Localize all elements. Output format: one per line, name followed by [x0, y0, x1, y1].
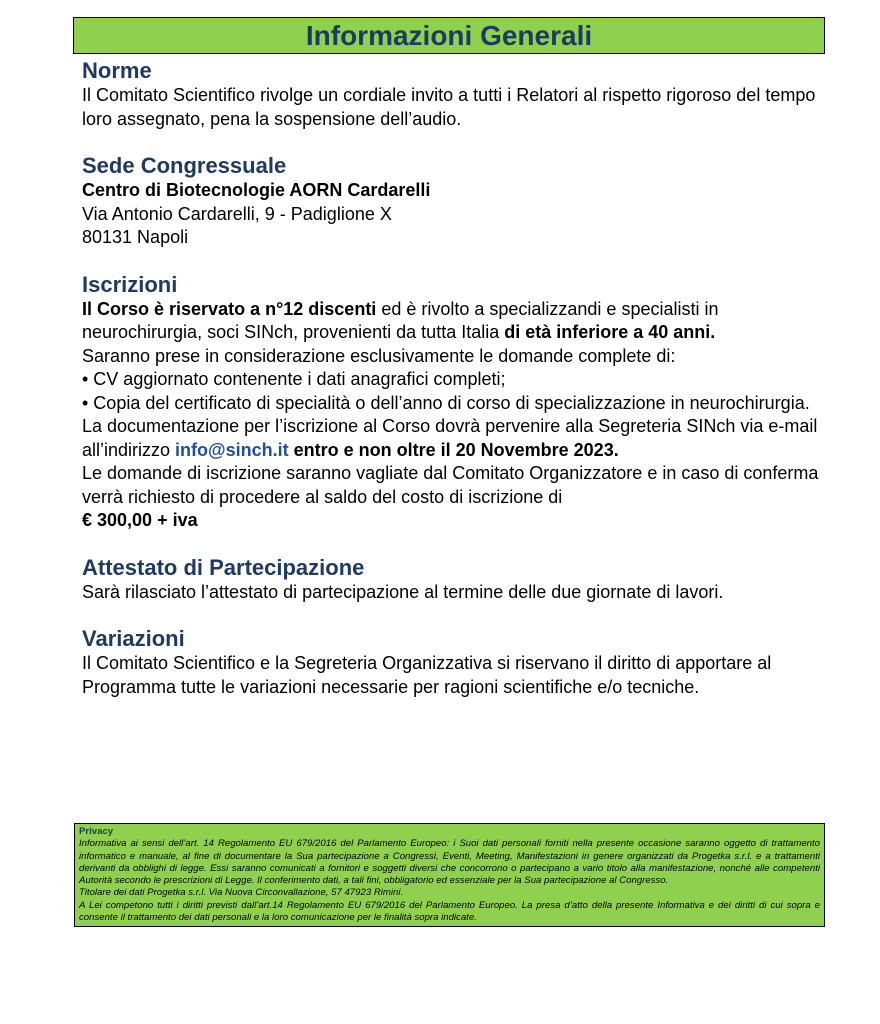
privacy-title: Privacy	[79, 826, 114, 837]
main-content	[82, 58, 822, 721]
privacy-paragraph-1: Informativa ai sensi dell’art. 14 Regolamento EU 679/2016 del Parlamento Europeo: i Suoi dati personali forniti nella presente occasione saranno oggetto di trattamento informatico e manuale, al fine di documentare la Sua partecipazione a Congressi, Eventi, Meeting, Manifestazioni in genere organizzati da Progetka s.r.l. e a trattamenti derivanti da obblighi di legge. Essi saranno comunicati a fornitori e soggetti diversi che concorrono o partecipano a vario titolo alla manifestazione, nonché alle competenti Autorità secondo le prescrizioni di Legge. Il conferimento dati, a tali fini, obbligatorio ed essenziale per la Sua partecipazione al Congresso.	[79, 838, 820, 887]
iscrizioni-bold-age: di età inferiore a 40 anni.	[504, 322, 716, 342]
privacy-paragraph-2: Titolare dei dati Progetka s.r.l. Via Nuova Circonvallazione, 57 47923 Rimini.	[79, 887, 404, 899]
page-title: Informazioni Generali	[73, 17, 825, 54]
venue-address-line1: Via Antonio Cardarelli, 9 - Padiglione X	[82, 203, 392, 224]
section-attestato	[82, 555, 822, 605]
variazioni-text: Il Comitato Scientifico e la Segreteria Organizzativa si riservano il diritto di apportare al Programma tutte le variazioni necessarie per ragioni scientifiche e/o tecniche.	[82, 653, 772, 697]
privacy-paragraph-3: A Lei competono tutti i diritti previsti dall’art.14 Regolamento EU 679/2016 del Parlamento Europeo. La presa d’atto della presente Informativa e dei diritti di cui sopra e consente il trattamento dei dati personali e la loro comunicazione per le finalità sopra indicate.	[79, 899, 820, 924]
venue-name: Centro di Biotecnologie AORN Cardarelli	[82, 180, 431, 200]
section-norme	[82, 58, 822, 131]
iscrizioni-deadline: entro e non oltre il 20 Novembre 2023.	[288, 439, 619, 460]
iscrizioni-paragraph-3	[82, 415, 822, 462]
section-title-attestato: Attestato di Partecipazione	[82, 554, 365, 580]
privacy-box	[74, 823, 825, 927]
iscrizioni-paragraph-1	[82, 298, 822, 345]
section-sede	[82, 153, 822, 250]
iscrizioni-paragraph-2: Saranno prese in considerazione esclusivamente le domande complete di:	[82, 345, 676, 366]
section-title-norme: Norme	[82, 58, 152, 83]
iscrizioni-price: € 300,00 + iva	[82, 510, 198, 530]
iscrizioni-bold-participants: Il Corso è riservato a n°12 discenti	[82, 298, 377, 319]
venue-address-line2: 80131 Napoli	[82, 227, 189, 247]
email-link[interactable]: info@sinch.it	[175, 439, 289, 460]
section-title-sede: Sede Congressuale	[82, 153, 287, 178]
section-variazioni	[82, 626, 822, 699]
iscrizioni-bullet-1: • CV aggiornato contenente i dati anagrafici completi;	[82, 369, 506, 389]
attestato-text: Sarà rilasciato l’attestato di partecipazione al termine delle due giornate di lavori.	[82, 581, 724, 602]
section-title-variazioni: Variazioni	[82, 626, 185, 651]
section-iscrizioni	[82, 272, 822, 533]
iscrizioni-text-target: ed è rivolto a specializzandi e specialisti in neurochirurgia, soci SINch, provenienti da tutta Italia	[82, 298, 719, 342]
iscrizioni-text-doc: La documentazione per l’iscrizione al Corso dovrà pervenire alla Segreteria SINch via e-mail all’indirizzo	[82, 416, 818, 460]
iscrizioni-bullet-2: • Copia del certificato di specialità o dell’anno di corso di specializzazione in neurochirurgia.	[82, 392, 810, 413]
iscrizioni-paragraph-4: Le domande di iscrizione saranno vagliate dal Comitato Organizzatore e in caso di conferma verrà richiesto di procedere al saldo del costo di iscrizione di	[82, 463, 819, 507]
section-title-iscrizioni: Iscrizioni	[82, 271, 178, 297]
norme-text: Il Comitato Scientifico rivolge un cordiale invito a tutti i Relatori al rispetto rigoroso del tempo loro assegnato, pena la sospensione dell’audio.	[82, 85, 816, 129]
